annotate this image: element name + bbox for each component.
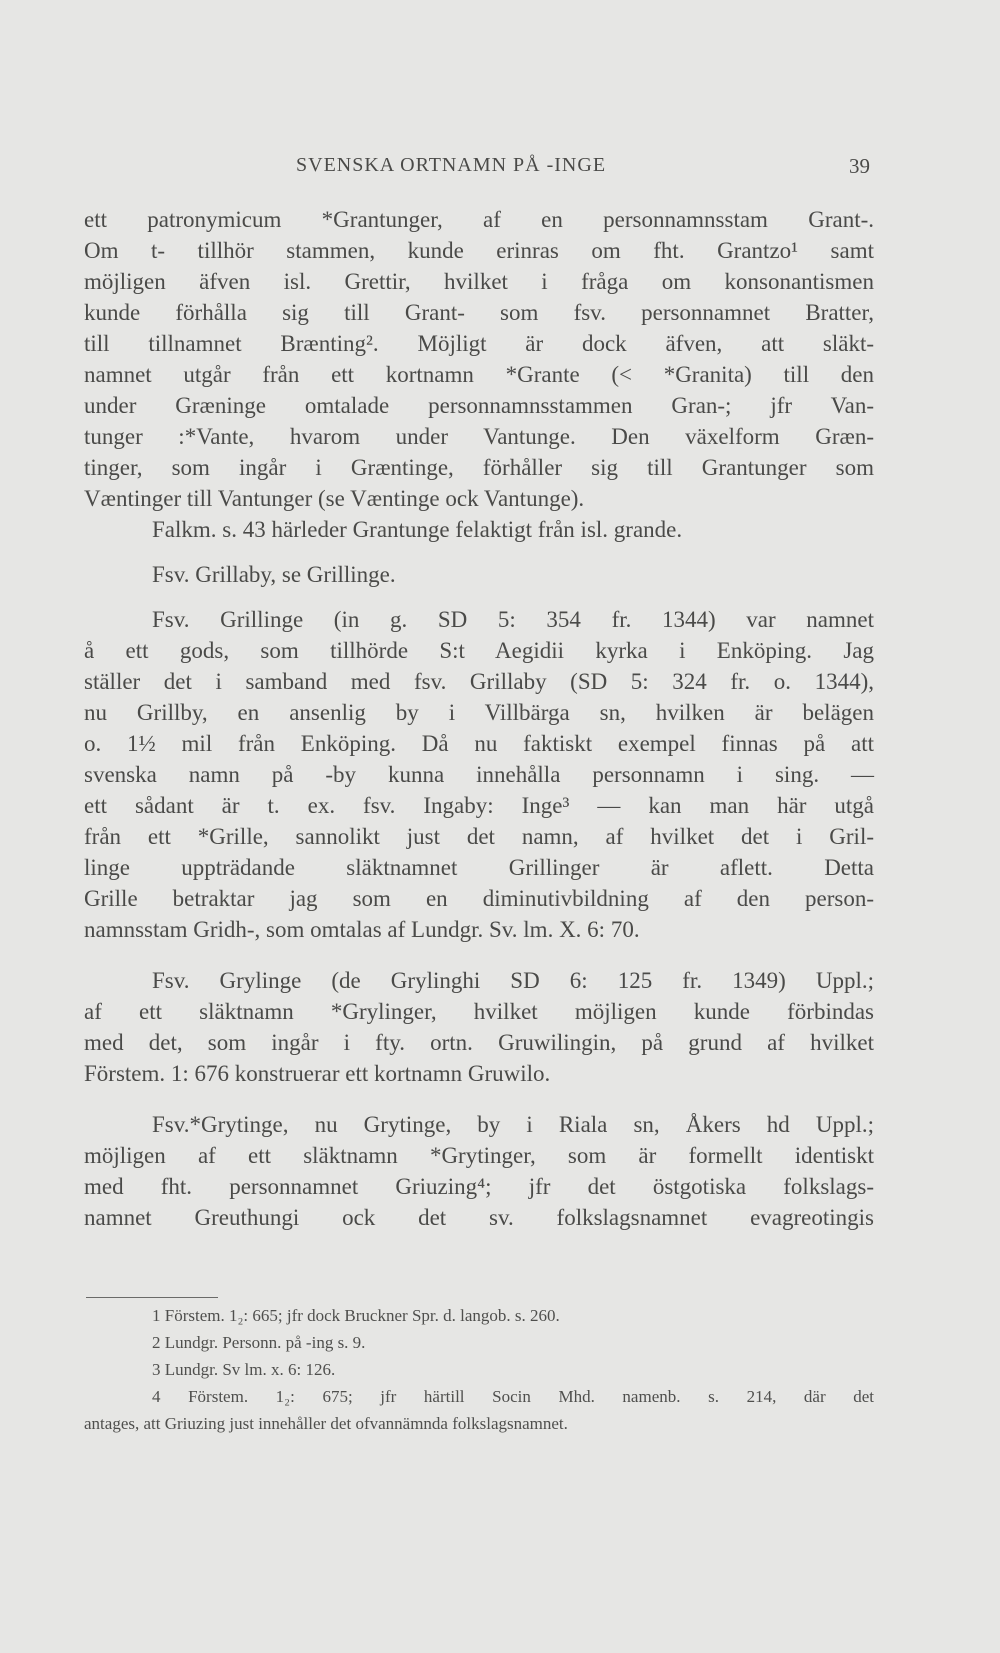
text-line: kunde förhålla sig till Grant- som fsv. personnamnet Bratter,	[84, 300, 874, 325]
footnote-4-continued: antages, att Griuzing just innehåller det ofvannämnda folkslagsnamnet.	[84, 1414, 568, 1433]
text-line: ett patronymicum *Grantunger, af en personnamnsstam Grant-.	[84, 207, 874, 232]
text-line: ställer det i samband med fsv. Grillaby (SD 5: 324 fr. o. 1344),	[84, 669, 874, 694]
text-line: linge uppträdande släktnamnet Grillinger är aflett. Detta	[84, 855, 874, 880]
entry-grytinge: Fsv.*Grytinge, nu Grytinge, by i Riala sn, Åkers hd Uppl.;	[152, 1112, 874, 1137]
text-line: Grille betraktar jag som en diminutivbildning af den person-	[84, 886, 874, 911]
footnote-4: 4 Förstem. 1₂: 675; jfr härtill Socin Mhd. namenb. s. 214, där det	[152, 1387, 874, 1406]
footnote-2: 2 Lundgr. Personn. på -ing s. 9.	[152, 1333, 366, 1352]
text-line: Förstem. 1: 676 konstruerar ett kortnamn Gruwilo.	[84, 1061, 551, 1086]
text-line: tinger, som ingår i Græntinge, förhåller sig till Grantunger som	[84, 455, 874, 480]
text-line: Om t- tillhör stammen, kunde erinras om fht. Grantzo¹ samt	[84, 238, 874, 263]
text-line: Væntinger till Vantunger (se Væntinge ock Vantunge).	[84, 486, 585, 511]
text-line: med det, som ingår i fty. ortn. Gruwilingin, på grund af hvilket	[84, 1030, 874, 1055]
text-line: med fht. personnamnet Griuzing⁴; jfr det östgotiska folkslags-	[84, 1174, 874, 1199]
text-line: möjligen äfven isl. Grettir, hvilket i fråga om konsonantismen	[84, 269, 874, 294]
entry-grylinge: Fsv. Grylinge (de Grylinghi SD 6: 125 fr. 1349) Uppl.;	[152, 968, 874, 993]
text-line: under Græninge omtalade personnamnsstammen Gran-; jfr Van-	[84, 393, 874, 418]
footnote-3: 3 Lundgr. Sv lm. x. 6: 126.	[152, 1360, 336, 1379]
text-line: å ett gods, som tillhörde S:t Aegidii kyrka i Enköping. Jag	[84, 638, 874, 663]
page-header	[86, 150, 870, 180]
text-line: möjligen af ett släktnamn *Grytinger, som är formellt identiskt	[84, 1143, 874, 1168]
text-line: till tillnamnet Brænting². Möjligt är dock äfven, att släkt-	[84, 331, 874, 356]
text-line: af ett släktnamn *Grylinger, hvilket möjligen kunde förbindas	[84, 999, 874, 1024]
text-line: o. 1½ mil från Enköping. Då nu faktiskt exempel finnas på att	[84, 731, 874, 756]
text-line: namnet utgår från ett kortnamn *Grante (< *Granita) till den	[84, 362, 874, 387]
entry-grillaby: Fsv. Grillaby, se Grillinge.	[152, 562, 396, 587]
footnotes	[84, 1302, 874, 1437]
text-line: namnsstam Gridh-, som omtalas af Lundgr. Sv. lm. X. 6: 70.	[84, 917, 640, 942]
text-line: ett sådant är t. ex. fsv. Ingaby: Inge³ — kan man här utgå	[84, 793, 874, 818]
page-number: 39	[849, 154, 870, 178]
text-line: namnet Greuthungi ock det sv. folkslagsnamnet evagreotingis	[84, 1205, 874, 1230]
footnote-1: 1 Förstem. 1₂: 665; jfr dock Bruckner Spr. d. langob. s. 260.	[152, 1306, 560, 1325]
text-line: tunger :*Vante, hvarom under Vantunge. Den växelform Græn-	[84, 424, 874, 449]
text-line: svenska namn på -by kunna innehålla personnamn i sing. —	[84, 762, 874, 787]
main-text	[84, 204, 874, 1233]
entry-grillinge: Fsv. Grillinge (in g. SD 5: 354 fr. 1344) var namnet	[152, 607, 874, 632]
footnote-rule	[86, 1297, 218, 1298]
text-line: från ett *Grille, sannolikt just det namn, af hvilket det i Gril-	[84, 824, 874, 849]
running-title: SVENSKA ORTNAMN PÅ -INGE	[296, 154, 607, 176]
text-line: nu Grillby, en ansenlig by i Villbärga sn, hvilken är belägen	[84, 700, 874, 725]
text-line: Falkm. s. 43 härleder Grantunge felaktigt från isl. grande.	[152, 517, 683, 542]
